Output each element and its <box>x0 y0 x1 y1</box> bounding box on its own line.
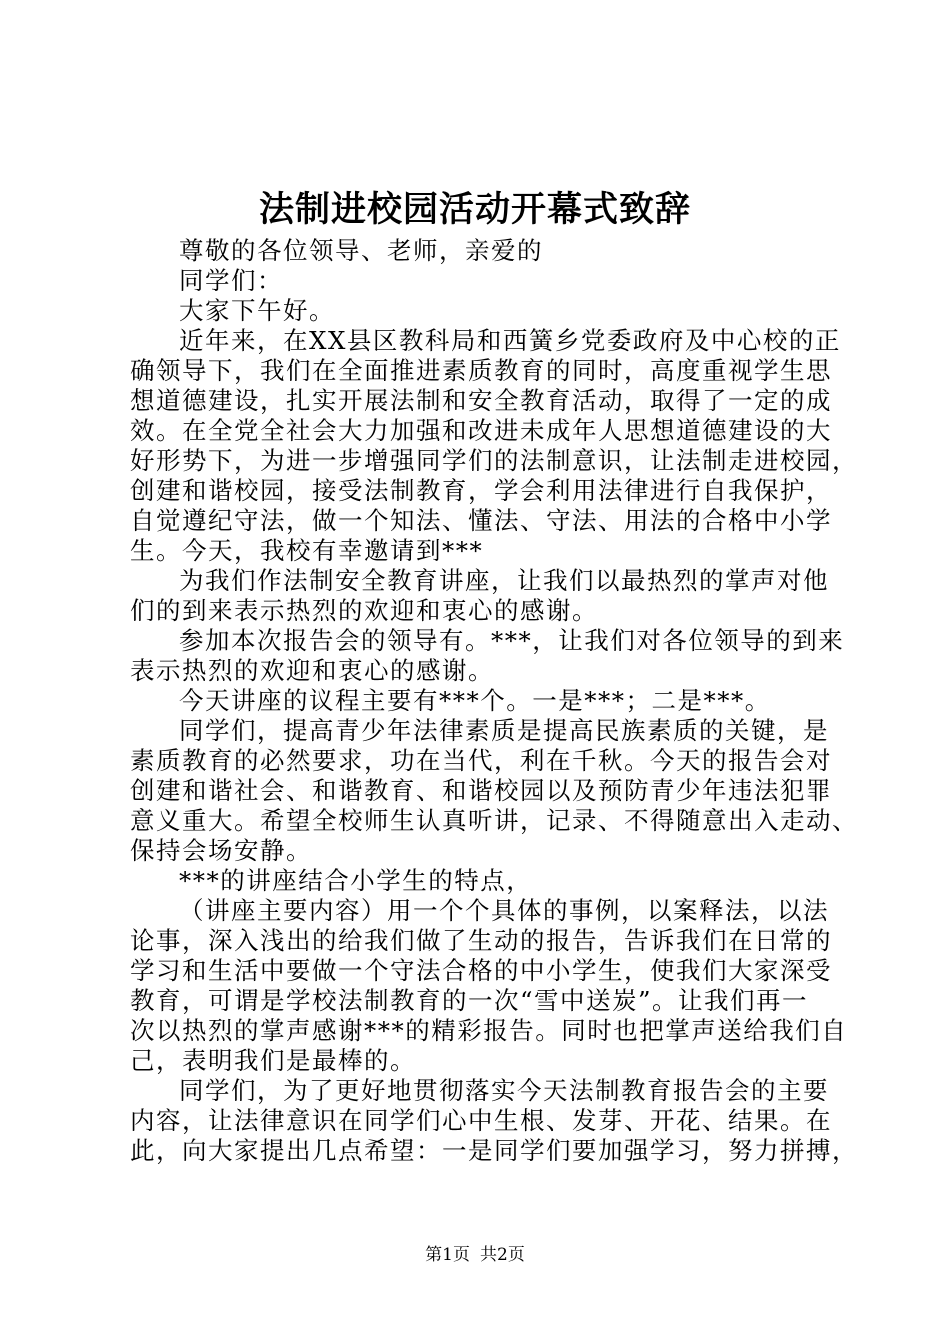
body-line: 表示热烈的欢迎和衷心的感谢。 <box>130 656 494 685</box>
body-line: 今天讲座的议程主要有***个。一是***；二是***。 <box>179 686 771 715</box>
body-line: 好形势下，为进一步增强同学们的法制意识，让法制走进校园， <box>130 446 858 475</box>
page-footer <box>0 1243 950 1267</box>
body-line: 内容，让法律意识在同学们心中生根、发芽、开花、结果。在 <box>130 1106 832 1135</box>
body-line: 自觉遵纪守法，做一个知法、懂法、守法、用法的合格中小学 <box>130 506 832 535</box>
body-line: 近年来，在XX县区教科局和西簧乡党委政府及中心校的正 <box>179 326 841 355</box>
body-line: 创建和谐社会、和谐教育、和谐校园以及预防青少年违法犯罪 <box>130 776 832 805</box>
body-line: （讲座主要内容）用一个个具体的事例，以案释法，以法 <box>179 896 829 925</box>
body-line: 素质教育的必然要求，功在当代，利在千秋。今天的报告会对 <box>130 746 832 775</box>
body-line: 生。今天，我校有幸邀请到*** <box>130 536 484 565</box>
body-line: 此，向大家提出几点希望：一是同学们要加强学习，努力拼搏， <box>130 1136 858 1165</box>
body-line: 教育，可谓是学校法制教育的一次“雪中送炭”。让我们再一 <box>130 986 809 1015</box>
document-body <box>130 236 858 1166</box>
body-line: 同学们，提高青少年法律素质是提高民族素质的关键，是 <box>179 716 829 745</box>
body-line: 参加本次报告会的领导有。***，让我们对各位领导的到来 <box>179 626 845 655</box>
body-line: 为我们作法制安全教育讲座，让我们以最热烈的掌声对他 <box>179 566 829 595</box>
body-line: 意义重大。希望全校师生认真听讲，记录、不得随意出入走动、 <box>130 806 858 835</box>
body-line: 己，表明我们是最棒的。 <box>130 1046 416 1075</box>
page-total: 共2页 <box>480 1245 525 1265</box>
body-line: 尊敬的各位领导、老师，亲爱的 <box>179 236 543 265</box>
body-line: 效。在全党全社会大力加强和改进未成年人思想道德建设的大 <box>130 416 832 445</box>
body-line: ***的讲座结合小学生的特点， <box>179 866 533 895</box>
body-line: 确领导下，我们在全面推进素质教育的同时，高度重视学生思 <box>130 356 832 385</box>
body-line: 学习和生活中要做一个守法合格的中小学生，使我们大家深受 <box>130 956 832 985</box>
body-line: 保持会场安静。 <box>130 836 312 865</box>
body-line: 次以热烈的掌声感谢***的精彩报告。同时也把掌声送给我们自 <box>130 1016 848 1045</box>
body-line: 同学们： <box>179 266 283 295</box>
page-number: 第1页 <box>425 1245 470 1265</box>
body-line: 想道德建设，扎实开展法制和安全教育活动，取得了一定的成 <box>130 386 832 415</box>
document-title: 法制进校园活动开幕式致辞 <box>258 189 691 230</box>
body-line: 同学们，为了更好地贯彻落实今天法制教育报告会的主要 <box>179 1076 829 1105</box>
body-line: 大家下午好。 <box>179 296 335 325</box>
body-line: 创建和谐校园，接受法制教育，学会利用法律进行自我保护， <box>130 476 832 505</box>
body-line: 们的到来表示热烈的欢迎和衷心的感谢。 <box>130 596 598 625</box>
body-line: 论事，深入浅出的给我们做了生动的报告，告诉我们在日常的 <box>130 926 832 955</box>
